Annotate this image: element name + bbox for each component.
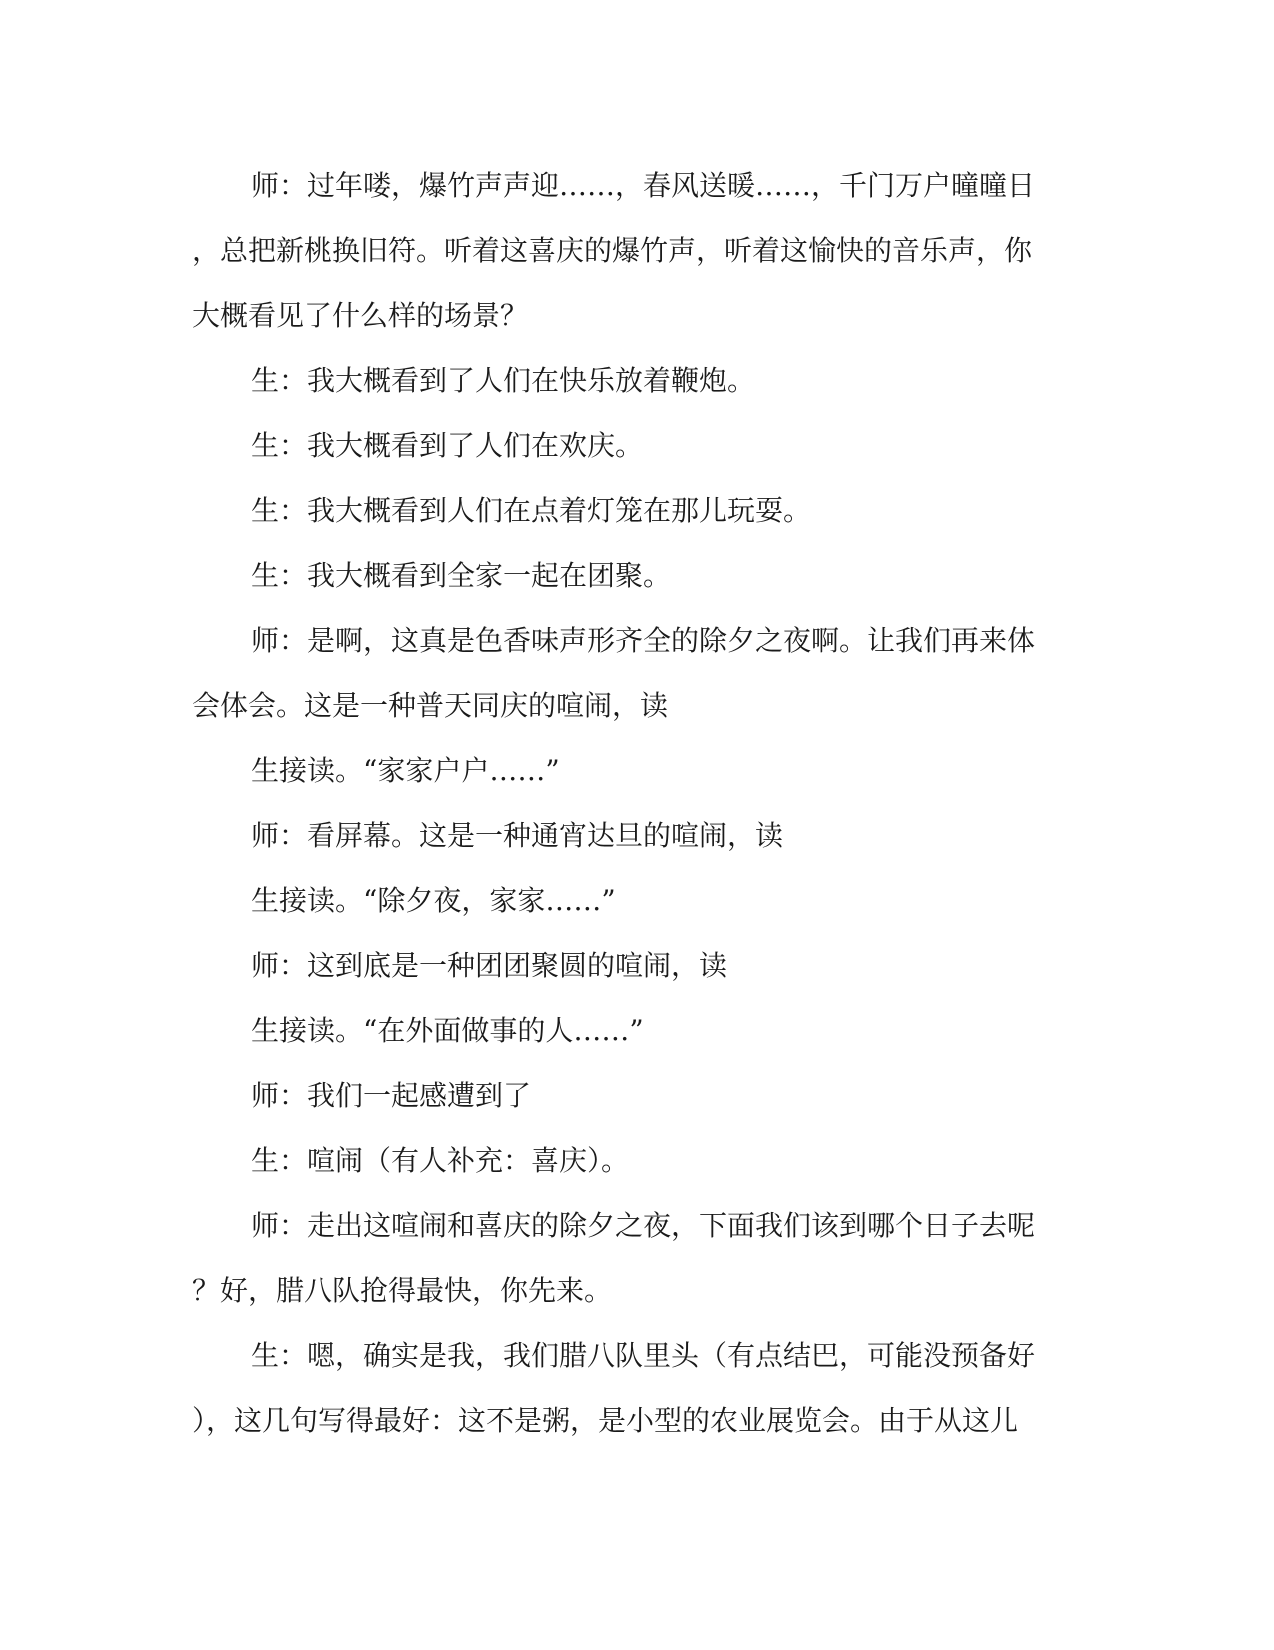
paragraph xyxy=(192,1063,1072,1128)
paragraph xyxy=(192,153,1072,348)
text-line: 师：看屏幕。这是一种通宵达旦的喧闹，读 xyxy=(251,819,784,852)
text-line: 师：是啊，这真是色香味声形齐全的除夕之夜啊。让我们再来体 xyxy=(251,624,1036,657)
text-line: ，总把新桃换旧符。听着这喜庆的爆竹声，听着这愉快的音乐声，你 xyxy=(192,234,1033,267)
paragraph xyxy=(192,608,1072,738)
text-line: 生：我大概看到全家一起在团聚。 xyxy=(251,559,672,592)
text-line: 生接读。“在外面做事的人……” xyxy=(251,1014,644,1047)
paragraph xyxy=(192,998,1072,1063)
paragraph xyxy=(192,543,1072,608)
text-line: ？好，腊八队抢得最快，你先来。 xyxy=(192,1274,613,1307)
paragraph xyxy=(192,1193,1072,1323)
text-line: 生接读。“家家户户……” xyxy=(251,754,560,787)
paragraph xyxy=(192,933,1072,998)
paragraph xyxy=(192,1128,1072,1193)
text-line: 师：过年喽，爆竹声声迎……，春风送暖……，千门万户曈曈日 xyxy=(251,169,1036,202)
paragraph xyxy=(192,868,1072,933)
text-line: 生：我大概看到人们在点着灯笼在那儿玩耍。 xyxy=(251,494,812,527)
text-line: 生：我大概看到了人们在快乐放着鞭炮。 xyxy=(251,364,756,397)
paragraph xyxy=(192,738,1072,803)
paragraph xyxy=(192,478,1072,543)
paragraph xyxy=(192,1323,1072,1453)
text-line: 生：我大概看到了人们在欢庆。 xyxy=(251,429,644,462)
text-line: 大概看见了什么样的场景？ xyxy=(192,299,529,332)
text-line: 生接读。“除夕夜，家家……” xyxy=(251,884,616,917)
document-body xyxy=(192,153,1072,1453)
paragraph xyxy=(192,348,1072,413)
text-line: 师：走出这喧闹和喜庆的除夕之夜，下面我们该到哪个日子去呢 xyxy=(251,1209,1036,1242)
text-line: ），这几句写得最好：这不是粥，是小型的农业展览会。由于从这儿 xyxy=(192,1404,1019,1437)
text-line: 生：喧闹（有人补充：喜庆）。 xyxy=(251,1144,630,1177)
text-line: 会体会。这是一种普天同庆的喧闹，读 xyxy=(192,689,669,722)
paragraph xyxy=(192,413,1072,478)
paragraph xyxy=(192,803,1072,868)
text-line: 师：我们一起感遭到了 xyxy=(251,1079,532,1112)
text-line: 生：嗯，确实是我，我们腊八队里头（有点结巴，可能没预备好 xyxy=(251,1339,1036,1372)
text-line: 师：这到底是一种团团聚圆的喧闹，读 xyxy=(251,949,728,982)
